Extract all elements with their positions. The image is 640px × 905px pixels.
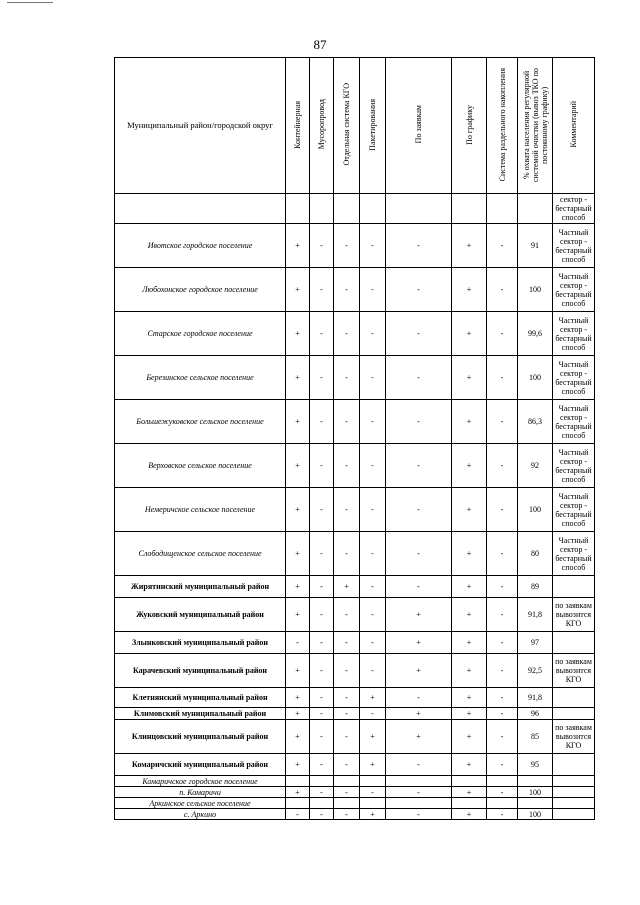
table-row: [115, 268, 595, 312]
mark-cell: -: [487, 632, 518, 654]
mark-cell: -: [386, 576, 452, 598]
comment-cell: по заявкам вывозится КГО: [553, 598, 595, 632]
comment-cell: [553, 688, 595, 708]
mark-cell: +: [452, 224, 487, 268]
comment-cell: Частный сектор - бестарный способ: [553, 532, 595, 576]
comment-cell: сектор - бестарный способ: [553, 194, 595, 224]
mark-cell: -: [360, 356, 386, 400]
mark-cell: -: [334, 720, 360, 754]
mark-cell: -: [360, 598, 386, 632]
comment-cell: [553, 754, 595, 776]
mark-cell: [360, 798, 386, 809]
mark-cell: +: [286, 488, 310, 532]
mark-cell: +: [286, 787, 310, 798]
table-row: [115, 776, 595, 787]
mark-cell: [487, 194, 518, 224]
mark-cell: +: [286, 720, 310, 754]
table-row: [115, 708, 595, 720]
mark-cell: +: [360, 809, 386, 820]
mark-cell: -: [334, 632, 360, 654]
mark-cell: -: [360, 787, 386, 798]
mark-cell: [452, 776, 487, 787]
municipality-cell: [115, 194, 286, 224]
mark-cell: -: [487, 754, 518, 776]
mark-cell: [487, 798, 518, 809]
municipality-cell: Слободищенское сельское поселение: [115, 532, 286, 576]
mark-cell: [386, 776, 452, 787]
mark-cell: -: [286, 632, 310, 654]
mark-cell: -: [334, 312, 360, 356]
mark-cell: [310, 194, 334, 224]
mark-cell: -: [386, 312, 452, 356]
mark-cell: -: [386, 688, 452, 708]
mark-cell: -: [310, 488, 334, 532]
coverage-cell: 80: [518, 532, 553, 576]
mark-cell: -: [334, 809, 360, 820]
mark-cell: +: [286, 576, 310, 598]
comment-cell: [553, 708, 595, 720]
mark-cell: +: [452, 488, 487, 532]
mark-cell: [334, 798, 360, 809]
mark-cell: [452, 194, 487, 224]
coverage-cell: 91,8: [518, 688, 553, 708]
mark-cell: +: [386, 632, 452, 654]
coverage-cell: 100: [518, 787, 553, 798]
mark-cell: [487, 776, 518, 787]
mark-cell: [360, 194, 386, 224]
mark-cell: -: [334, 488, 360, 532]
coverage-cell: 92,5: [518, 654, 553, 688]
coverage-cell: 92: [518, 444, 553, 488]
mark-cell: -: [360, 312, 386, 356]
coverage-cell: 91: [518, 224, 553, 268]
table-row: [115, 798, 595, 809]
mark-cell: [452, 798, 487, 809]
municipality-cell: Большежуковское сельское поселение: [115, 400, 286, 444]
coverage-cell: 85: [518, 720, 553, 754]
mark-cell: -: [487, 787, 518, 798]
mark-cell: -: [487, 268, 518, 312]
table-row: [115, 194, 595, 224]
mark-cell: +: [452, 787, 487, 798]
municipality-cell: Любохонское городское поселение: [115, 268, 286, 312]
mark-cell: +: [452, 400, 487, 444]
mark-cell: -: [487, 312, 518, 356]
coverage-cell: [518, 798, 553, 809]
header-container: Контейнерная: [286, 58, 310, 194]
mark-cell: +: [286, 654, 310, 688]
table-row: [115, 576, 595, 598]
comment-cell: Частный сектор - бестарный способ: [553, 444, 595, 488]
mark-cell: +: [452, 688, 487, 708]
mark-cell: -: [310, 224, 334, 268]
comment-cell: Частный сектор - бестарный способ: [553, 224, 595, 268]
table-row: [115, 488, 595, 532]
table-row: [115, 444, 595, 488]
mark-cell: -: [360, 708, 386, 720]
mark-cell: [286, 798, 310, 809]
table-row: [115, 224, 595, 268]
municipality-cell: Ивотское городское поселение: [115, 224, 286, 268]
mark-cell: +: [452, 356, 487, 400]
table-row: [115, 787, 595, 798]
header-packaging: Пакетирования: [360, 58, 386, 194]
mark-cell: -: [487, 598, 518, 632]
table-row: [115, 720, 595, 754]
mark-cell: -: [334, 356, 360, 400]
mark-cell: +: [452, 312, 487, 356]
comment-cell: Частный сектор - бестарный способ: [553, 268, 595, 312]
coverage-cell: 91,8: [518, 598, 553, 632]
municipality-cell: с. Аркино: [115, 809, 286, 820]
comment-cell: [553, 787, 595, 798]
comment-cell: [553, 576, 595, 598]
mark-cell: -: [360, 532, 386, 576]
mark-cell: -: [310, 632, 334, 654]
municipality-cell: Клетнянский муниципальный район: [115, 688, 286, 708]
mark-cell: +: [286, 532, 310, 576]
mark-cell: +: [286, 224, 310, 268]
header-municipality: Муниципальный район/городской округ: [115, 58, 286, 194]
mark-cell: -: [487, 488, 518, 532]
header-coverage: % охвата населения регулярной системой очистки (вывоз ТКО по постоянному графику): [518, 58, 553, 194]
table-body: [115, 194, 595, 820]
mark-cell: -: [487, 356, 518, 400]
mark-cell: +: [360, 688, 386, 708]
mark-cell: -: [360, 268, 386, 312]
mark-cell: -: [334, 400, 360, 444]
mark-cell: -: [386, 754, 452, 776]
mark-cell: -: [386, 444, 452, 488]
mark-cell: +: [360, 720, 386, 754]
mark-cell: [286, 776, 310, 787]
mark-cell: +: [286, 356, 310, 400]
mark-cell: [360, 776, 386, 787]
municipality-cell: Клинцовский муниципальный район: [115, 720, 286, 754]
comment-cell: Частный сектор - бестарный способ: [553, 488, 595, 532]
mark-cell: -: [487, 532, 518, 576]
mark-cell: -: [334, 268, 360, 312]
mark-cell: +: [286, 312, 310, 356]
report-table: [114, 57, 595, 820]
coverage-cell: [518, 776, 553, 787]
municipality-cell: Верховское сельское поселение: [115, 444, 286, 488]
mark-cell: +: [452, 444, 487, 488]
mark-cell: -: [310, 809, 334, 820]
mark-cell: +: [286, 400, 310, 444]
mark-cell: -: [310, 754, 334, 776]
mark-cell: +: [386, 708, 452, 720]
mark-cell: -: [334, 444, 360, 488]
header-on-request: По заявкам: [386, 58, 452, 194]
mark-cell: +: [452, 754, 487, 776]
mark-cell: -: [310, 312, 334, 356]
coverage-cell: 100: [518, 809, 553, 820]
mark-cell: -: [487, 576, 518, 598]
mark-cell: [334, 194, 360, 224]
municipality-cell: Березинское сельское поселение: [115, 356, 286, 400]
mark-cell: -: [334, 688, 360, 708]
comment-cell: по заявкам вывозится КГО: [553, 720, 595, 754]
mark-cell: -: [487, 654, 518, 688]
mark-cell: +: [286, 754, 310, 776]
mark-cell: -: [487, 708, 518, 720]
mark-cell: -: [487, 809, 518, 820]
header-comment: Комментарий: [553, 58, 595, 194]
mark-cell: [310, 798, 334, 809]
mark-cell: +: [452, 809, 487, 820]
mark-cell: [334, 776, 360, 787]
table-row: [115, 312, 595, 356]
coverage-cell: 86,3: [518, 400, 553, 444]
mark-cell: -: [360, 400, 386, 444]
comment-cell: по заявкам вывозится КГО: [553, 654, 595, 688]
mark-cell: -: [386, 400, 452, 444]
header-chute: Мусоропровод: [310, 58, 334, 194]
mark-cell: -: [386, 787, 452, 798]
mark-cell: +: [386, 598, 452, 632]
mark-cell: -: [310, 654, 334, 688]
municipality-cell: Климовский муниципальный район: [115, 708, 286, 720]
table-row: [115, 532, 595, 576]
municipality-cell: Немеричское сельское поселение: [115, 488, 286, 532]
mark-cell: +: [286, 268, 310, 312]
mark-cell: -: [310, 400, 334, 444]
mark-cell: +: [452, 576, 487, 598]
coverage-cell: 96: [518, 708, 553, 720]
page-number: 87: [313, 37, 327, 52]
mark-cell: +: [386, 720, 452, 754]
mark-cell: -: [310, 688, 334, 708]
mark-cell: -: [334, 654, 360, 688]
mark-cell: -: [334, 598, 360, 632]
table-row: [115, 754, 595, 776]
mark-cell: -: [310, 787, 334, 798]
mark-cell: -: [310, 720, 334, 754]
coverage-cell: 97: [518, 632, 553, 654]
municipality-cell: Старское городское поселение: [115, 312, 286, 356]
mark-cell: [386, 798, 452, 809]
mark-cell: -: [360, 576, 386, 598]
mark-cell: +: [452, 720, 487, 754]
mark-cell: +: [452, 708, 487, 720]
municipality-cell: Злынковский муниципальный район: [115, 632, 286, 654]
table-row: [115, 654, 595, 688]
mark-cell: -: [360, 224, 386, 268]
mark-cell: -: [310, 444, 334, 488]
mark-cell: -: [386, 488, 452, 532]
mark-cell: +: [286, 444, 310, 488]
mark-cell: +: [286, 708, 310, 720]
table-row: [115, 400, 595, 444]
mark-cell: +: [360, 754, 386, 776]
mark-cell: -: [310, 708, 334, 720]
mark-cell: +: [452, 632, 487, 654]
mark-cell: -: [487, 400, 518, 444]
mark-cell: [286, 194, 310, 224]
mark-cell: -: [334, 754, 360, 776]
mark-cell: +: [386, 654, 452, 688]
header-row: [115, 58, 595, 194]
mark-cell: -: [360, 654, 386, 688]
mark-cell: -: [286, 809, 310, 820]
coverage-cell: 100: [518, 356, 553, 400]
mark-cell: -: [487, 444, 518, 488]
comment-cell: [553, 809, 595, 820]
table-row: [115, 809, 595, 820]
coverage-cell: 100: [518, 268, 553, 312]
mark-cell: -: [487, 720, 518, 754]
mark-cell: +: [452, 654, 487, 688]
table-row: [115, 598, 595, 632]
table-row: [115, 688, 595, 708]
mark-cell: -: [487, 224, 518, 268]
mark-cell: +: [286, 688, 310, 708]
comment-cell: [553, 798, 595, 809]
mark-cell: -: [310, 356, 334, 400]
municipality-cell: Карачевский муниципальный район: [115, 654, 286, 688]
mark-cell: -: [487, 688, 518, 708]
table-row: [115, 632, 595, 654]
coverage-cell: 100: [518, 488, 553, 532]
mark-cell: -: [386, 224, 452, 268]
municipality-cell: Жуковский муниципальный район: [115, 598, 286, 632]
mark-cell: +: [452, 598, 487, 632]
header-kgo: Отдельная система КГО: [334, 58, 360, 194]
mark-cell: -: [310, 598, 334, 632]
mark-cell: +: [334, 576, 360, 598]
comment-cell: Частный сектор - бестарный способ: [553, 312, 595, 356]
comment-cell: [553, 776, 595, 787]
table-row: [115, 356, 595, 400]
mark-cell: -: [386, 268, 452, 312]
mark-cell: [386, 194, 452, 224]
mark-cell: -: [386, 532, 452, 576]
municipality-cell: Жирятинский муниципальный район: [115, 576, 286, 598]
coverage-cell: 89: [518, 576, 553, 598]
municipality-cell: Комаричский муниципальный район: [115, 754, 286, 776]
coverage-cell: [518, 194, 553, 224]
mark-cell: +: [286, 598, 310, 632]
mark-cell: -: [310, 576, 334, 598]
mark-cell: -: [360, 488, 386, 532]
mark-cell: -: [386, 356, 452, 400]
municipality-cell: Аркинское сельское поселение: [115, 798, 286, 809]
mark-cell: -: [334, 787, 360, 798]
comment-cell: [553, 632, 595, 654]
mark-cell: +: [452, 532, 487, 576]
coverage-cell: 99,6: [518, 312, 553, 356]
mark-cell: -: [310, 268, 334, 312]
comment-cell: Частный сектор - бестарный способ: [553, 356, 595, 400]
municipality-cell: Комаричское городское поселение: [115, 776, 286, 787]
top-line: [7, 2, 53, 3]
mark-cell: +: [452, 268, 487, 312]
mark-cell: [310, 776, 334, 787]
mark-cell: -: [334, 532, 360, 576]
coverage-cell: 95: [518, 754, 553, 776]
mark-cell: -: [360, 632, 386, 654]
mark-cell: -: [334, 708, 360, 720]
municipality-cell: п. Комаричи: [115, 787, 286, 798]
comment-cell: Частный сектор - бестарный способ: [553, 400, 595, 444]
mark-cell: -: [310, 532, 334, 576]
mark-cell: -: [386, 809, 452, 820]
header-separate: Система раздельного накопления: [487, 58, 518, 194]
header-scheduled: По графику: [452, 58, 487, 194]
mark-cell: -: [360, 444, 386, 488]
mark-cell: -: [334, 224, 360, 268]
